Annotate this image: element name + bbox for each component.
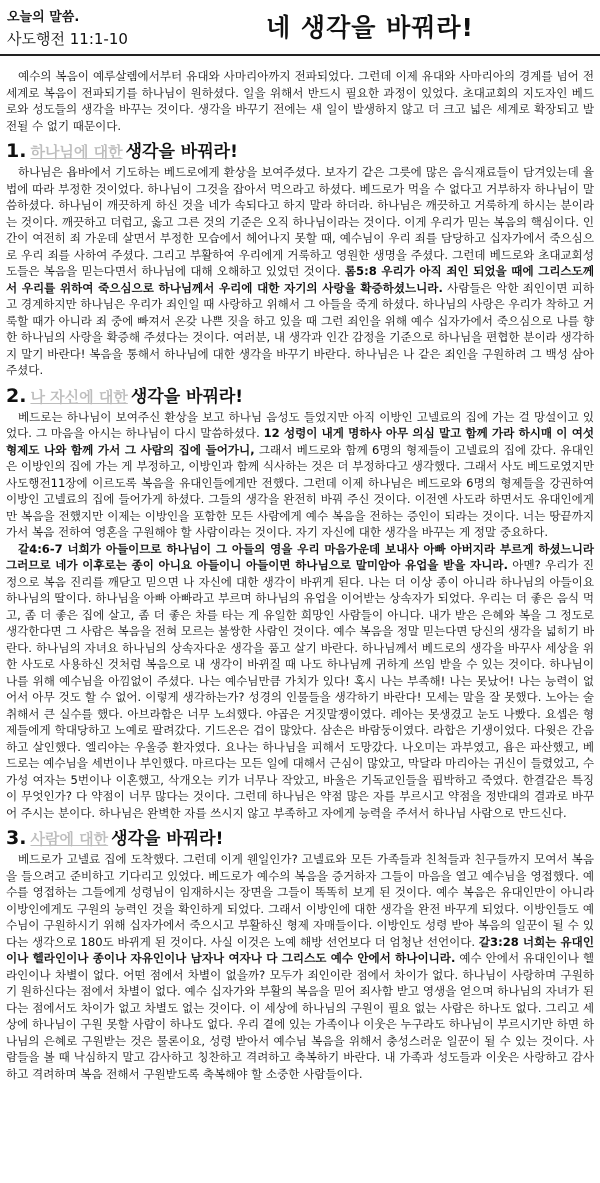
header-kicker: 오늘의 말씀. [7,10,80,25]
section-1-scripture: 롬5:8 우리가 아직 죄인 되었을 때에 그리스도께서 우리를 위하여 죽으심으로 하나님께서 우리에 대한 자기의 사랑을 확증하셨느니라. [6,264,594,295]
section-1-heading [6,140,594,162]
section-1-text-b: 사람들은 악한 죄인이면 피하고 경계하지만 하나님은 우리가 죄인일 때 사랑하고 위해서 그 아들을 죽게 하셨다. 하나님의 사랑은 우리가 착하고 거룩할 때가 아니라 죄 중에 빠져서 온갖 나쁜 짓을 하고 있을 때 그런 죄인을 위해 예수 십자가에서 죽으심으로 나를 향한 하나님의 사랑을 확증해 주셨다는 것이다. 여러분, 내 생각과 인간 감정을 기준으로 하나님을 편협한 분이라 생각하지 말기 바란다! 복음을 통해서 하나님에 대한 생각을 바꾸기 바란다. 하나님은 나 같은 죄인을 구원하려 그 백성 삼아 주셨다. [6,280,594,377]
section-3-highlight: 사람에 대한 [30,830,109,848]
section-1-heading-rest: 생각을 바꿔라! [125,142,238,162]
section-2-number: 2. [6,384,27,407]
section-3-number: 3. [6,827,27,849]
sermon-title: 네 생각을 바꿔라! [266,13,474,42]
section-3-heading-rest: 생각을 바꿔라! [111,829,224,849]
section-2-text-b: 그래서 베드로와 함께 6명의 형제들이 고넬료의 집에 갔다. 유대인은 이방인의 집에 가는 게 부정하고, 이방인과 함께 식사하는 것은 더 부정하다고 생각했다. 그래서 사도 베드로였지만 사도행전11장에 이르도록 복음을 유대인들에게만 전했다. 그런데 이제 하나님은 베드로와 6명의 형제들을 강권하여 이방인 고넬료의 집에 들어가게 하셨다. 그들의 생각을 완전히 바꿔 주신 것이다. 이전엔 사도라 하면서도 유대인에게만 복음을 전했지만 이제는 이방인을 포함한 모든 사람에게 예수 복음을 전하는 증인이 되라는 것이다. 너는 땅끝까지 가서 복음 전하여 영혼을 구원해야 할 사람이라는 것이다. 자기 자신에 대한 생각을 바꾸는 게 정말 중요하다. [6,442,594,539]
section-1-paragraph [6,164,594,379]
header-left-block [0,0,140,54]
section-2-highlight: 나 자신에 대한 [30,387,128,406]
section-2-paragraph-2 [6,541,594,822]
section-2-heading [6,385,594,407]
section-2-text-c: 아멘? 우리가 진정으로 복음 진리를 깨닫고 믿으면 나 자신에 대한 생각이 바뀌게 된다. 나는 더 이상 종이 아니라 하나님의 아들이요 하나님의 딸이다. 하나님을 아빠 아빠라고 부르며 하나님의 유업을 이어받는 상속자가 되었다. 우리는 더 좋은 음식 먹고, 좀 더 좋은 집에 살고, 좀 더 좋은 차를 타는 게 유일한 희망인 사람들이 아니다. 내가 받은 은혜와 복을 그 정도로 생각한다면 그 사람은 복음을 전혀 모르는 불쌍한 사람인 것이다. 예수 복음을 정말 믿는다면 당신의 생각을 넓히기 바란다. 하나님의 자녀요 하나님의 상속자다운 생각을 품고 살기 바란다. 하나님께서 베드로의 생각을 바꾸사 세상을 위한 사도로 사용하신 것처럼 복음으로 내 생각이 바뀌질 때 나도 하나님께 귀하게 쓰임 받을 수 있는 것이다. 하나님이 나를 위해 예수님을 아낌없이 주셨다. 나는 예수님만큼 가치가 있다! 혹시 나는 부족해! 나는 못났어! 나는 능력이 없어서 아무 것도 할 수 없어. 이렇게 생각하는가? 성경의 인물들을 생각하기 바란다! 모세는 말을 잘 못했다. 노아는 술 취해서 큰 실수를 했다. 아브라함은 너무 노쇠했다. 야곱은 거짓말쟁이였다. 레아는 못생겼고 눈도 나빴다. 요셉은 형제들에게 학대당하고 노예로 팔려갔다. 기드온은 겁이 많았다. 삼손은 바람둥이였다. 라합은 기생이었다. 다윗은 간음하고 살인했다. 엘리야는 우울증 환자였다. 요나는 하나님을 피해서 도망갔다. 나오미는 과부였고, 욥은 파산했고, 베드로는 예수님을 세번이나 부인했다. 마르다는 모든 일에 대해서 근심이 많았고, 막달라 마리아는 귀신이 들렸었고, 수가성 여자는 5번이나 이혼했고, 삭개오는 키가 너무나 작았고, 바울은 기독교인들을 핍박하고 죽였다. 한결같은 특징이 무엇인가? 다 약점이 너무 많다는 것이다. 그런데 하나님은 약점 많은 자를 부르시고 약점을 정반대의 결과로 바꾸어 주시는 분이다. 하나님은 완벽한 자를 쓰시지 않고 부족하고 자에게 능력을 주셔서 하나님 사람으로 만드신다. [6,558,594,820]
section-3-text-a: 베드로가 고넬료 집에 도착했다. 그런데 이게 웬일인가? 고넬료와 모든 가족들과 친척들과 친구들까지 모여서 복음을 들으려고 준비하고 기다리고 있었다. 베드로가 예수의 복음을 증거하자 그들이 마음을 열고 예수님을 영접했다. 예수를 영접하는 그들에게 성령님이 임재하시는 장면을 그들이 똑똑히 보게 된 것이다. 예수 복음은 유대인만이 아니라 이방인에게도 구원의 능력인 것을 확인하게 되었다. 그래서 이방인에 대한 생각을 완전 바꾸게 되었다. 이방인들도 예수님이 구원하시기 위해 십자가에서 죽으시고 부활하신 형제 자매들이다. 이방인도 성령 받아 복음의 일꾼이 될 수 있다는 생각으로 180도 바뀌게 된 것이다. 사실 이것은 노예 해방 선언보다 더 엄청난 선언이다. [6,852,594,949]
section-2-paragraph-1 [6,409,594,541]
section-2-scripture-2: 갈4:6-7 너희가 아들이므로 하나님이 그 아들의 영을 우리 마음가운데 보내사 아빠 아버지라 부르게 하셨느니라 그러므로 네가 이후로는 종이 아니요 아들이니 아들이면 하나님으로 말미암아 유업을 받을 자니라. [6,541,594,572]
sermon-body [0,68,600,1082]
intro-paragraph: 예수의 복음이 예루살렘에서부터 유대와 사마리아까지 전파되었다. 그런데 이제 유대와 사마리아의 경계를 넘어 전 세계로 복음이 전파되기를 하나님이 원하셨다. 일을 위해서 반드시 필요한 과정이 있었다. 초대교회의 지도자인 베드로와 성도들의 생각을 바꾸는 것이다. 생각을 바꾸기 전에는 새 일이 발생하지 않고 더 크고 넓은 세계로 확장되고 발전될 수 없기 때문이다. [6,69,594,133]
section-2-text-a: 베드로는 하나님이 보여주신 환상을 보고 하나님 음성도 들었지만 아직 이방인 고넬료의 집에 가는 걸 망설이고 있었다. 그 마음을 아시는 하나님이 다시 말씀하셨다. [6,409,594,440]
section-2-heading-rest: 생각을 바꿔라! [130,386,244,407]
section-2-scripture-1: 12 성령이 내게 명하사 아무 의심 말고 함께 가라 하시매 이 여섯 형제도 나와 함께 가서 그 사람의 집에 들어가니, [6,426,594,457]
section-1-number: 1. [6,140,27,162]
section-1-text-a: 하나님은 욥바에서 기도하는 베드로에게 환상을 보여주셨다. 보자기 같은 그릇에 많은 음식재료들이 담겨있는데 율법에 따라 부정한 것이었다. 하나님이 그것을 잡아서 먹으라고 하셨다. 베드로가 먹을 수 없다고 거부하자 하나님이 말씀하셨다. 하나님이 깨끗하게 하신 것을 네가 속되다고 하지 말라 하더라. 하나님은 깨끗하고 거룩하게 하시는 분이라는 것이다. 깨끗하고 더럽고, 옳고 그른 것의 기준은 오직 하나님이라는 것이다. 이게 우리가 믿는 복음의 핵심이다. 인간이 여전히 죄 가운데 살면서 부정한 모습에서 헤어나지 못할 때, 예수님이 우리 죄를 담당하고 십자가에서 죽으심으로 우리 죄를 사하여 주셨다. 그리고 부활하여 우리에게 거룩하고 영원한 생명을 주셨다. 그런데 베드로와 초대교회성도들은 복음을 믿는다면서 하나님에 대해 오해하고 있었던 것이다. [6,165,594,278]
section-3-text-b: 예수 안에서 유대인이나 헬라인이나 차별이 없다. 어떤 점에서 차별이 없을까? 모두가 죄인이란 점에서 차이가 없다. 하나님이 사랑하며 구원하기 원하신다는 점에서 차별이 없다. 예수 십자가와 부활의 복음을 믿어 죄사함 받고 영생을 얻으며 하나님의 자녀가 된다는 점에서도 차이가 없고 차별도 없는 것이다. 이 세상에 하나님의 구원이 필요 없는 사람은 하나도 없다. 그리고 세상에 하나님이 구원 못할 사람이 하나도 없다. 우리 곁에 있는 가족이나 이웃은 누구라도 하나님이 부르시기만 하면 하나님의 은혜로 구원받는 것은 물론이요, 성령 받아서 예수님 복음을 위해서 충성스러운 일꾼이 될 수 있는 것이다. 사람들을 볼 때 낙심하지 말고 감사하고 칭찬하고 격려하고 축복하기 바란다. 내 가족과 성도들과 이웃은 사랑하고 감사하고 격려하며 복음 전해서 구원받도록 축복해야 할 소중한 사람들이다. [6,951,594,1081]
section-3-paragraph [6,851,594,1082]
section-3-scripture: 갈3:28 너희는 유대인이나 헬라인이나 종이나 자유인이나 남자나 여자나 다 그리스도 예수 안에서 하나이니라. [6,934,594,965]
scripture-reference: 사도행전 11:1-10 [7,30,128,48]
section-1-highlight: 하나님에 대한 [30,143,123,161]
section-3-heading [6,827,594,849]
sermon-header [0,0,600,56]
